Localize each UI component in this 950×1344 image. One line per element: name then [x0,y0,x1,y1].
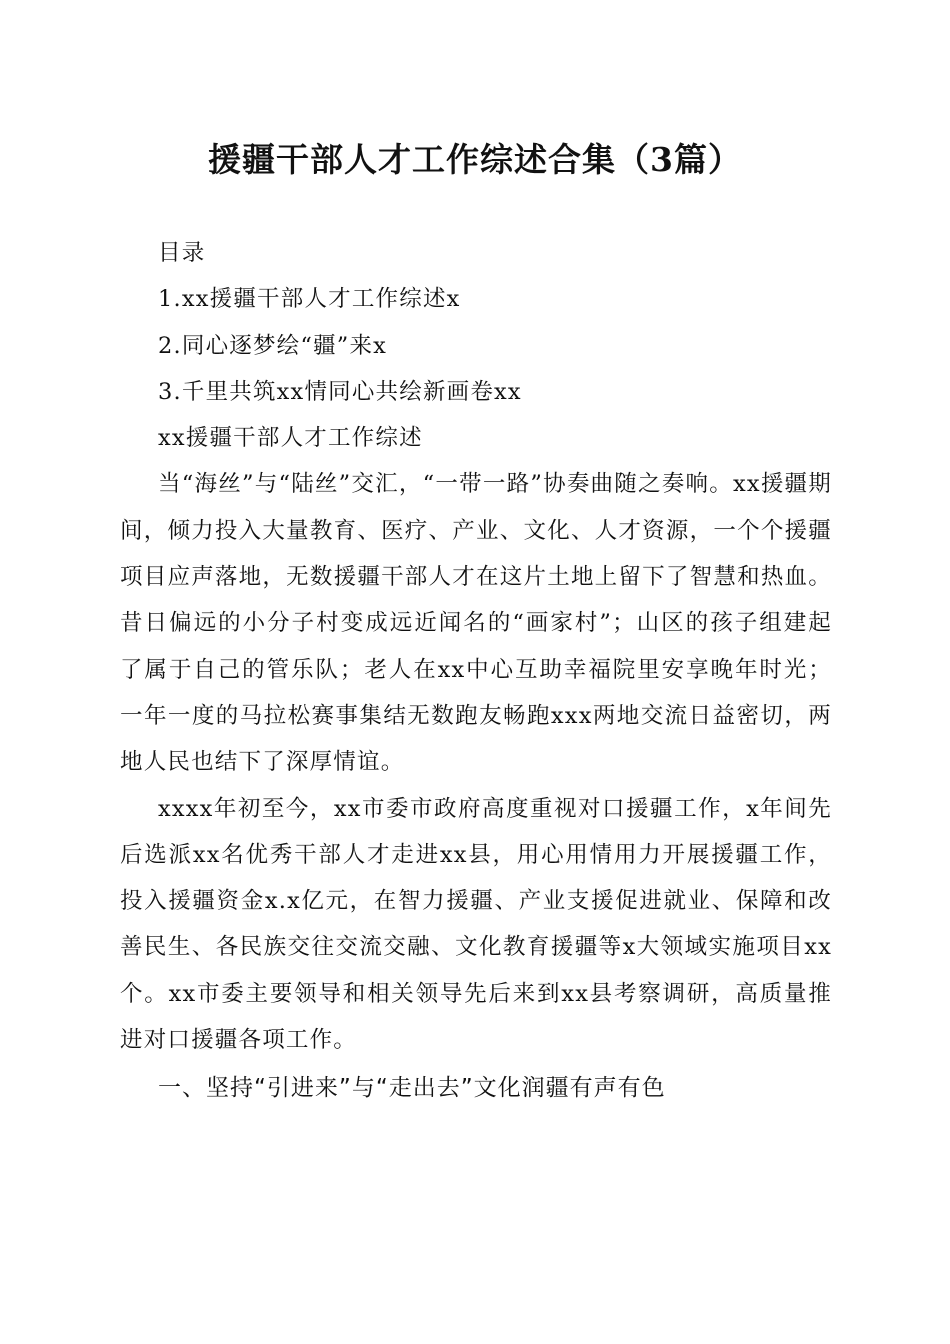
toc-item: 1.xx援疆干部人才工作综述x [158,286,461,313]
document-title: 援疆干部人才工作综述合集（3篇） [208,140,742,179]
paragraph: 当“海丝”与“陆丝”交汇，“一带一路”协奏曲随之奏响。xx援疆期间，倾力投入大量教育、医疗、产业、文化、人才资源，一个个援疆项目应声落地，无数援疆干部人才在这片土地上留下了智慧和热血。昔日偏远的小分子村变成远近闻名的“画家村”；山区的孩子组建起了属于自己的管乐队；老人在xx中心互助幸福院里安享晚年时光；一年一度的马拉松赛事集结无数跑友畅跑xxx两地交流日益密切，两地人民也结下了深厚情谊。 [120,471,832,776]
toc-heading: 目录 [158,240,206,266]
paragraph: xxxx年初至今，xx市委市政府高度重视对口援疆工作，x年间先后选派xx名优秀干部人才走进xx县，用心用情用力开展援疆工作，投入援疆资金x.x亿元，在智力援疆、产业支援促进就业、保障和改善民生、各民族交往交流交融、文化教育援疆等x大领域实施项目xx个。xx市委主要领导和相关领导先后来到xx县考察调研，高质量推进对口援疆各项工作。 [120,795,832,1054]
section-heading: 一、坚持“引进来”与“走出去”文化润疆有声有色 [158,1075,666,1102]
toc-item: 2.同心逐梦绘“疆”来x [158,332,388,359]
article-title: xx援疆干部人才工作综述 [158,425,423,452]
document-body [120,230,832,1112]
toc-item: 3.千里共筑xx情同心共绘新画卷xx [158,378,522,405]
